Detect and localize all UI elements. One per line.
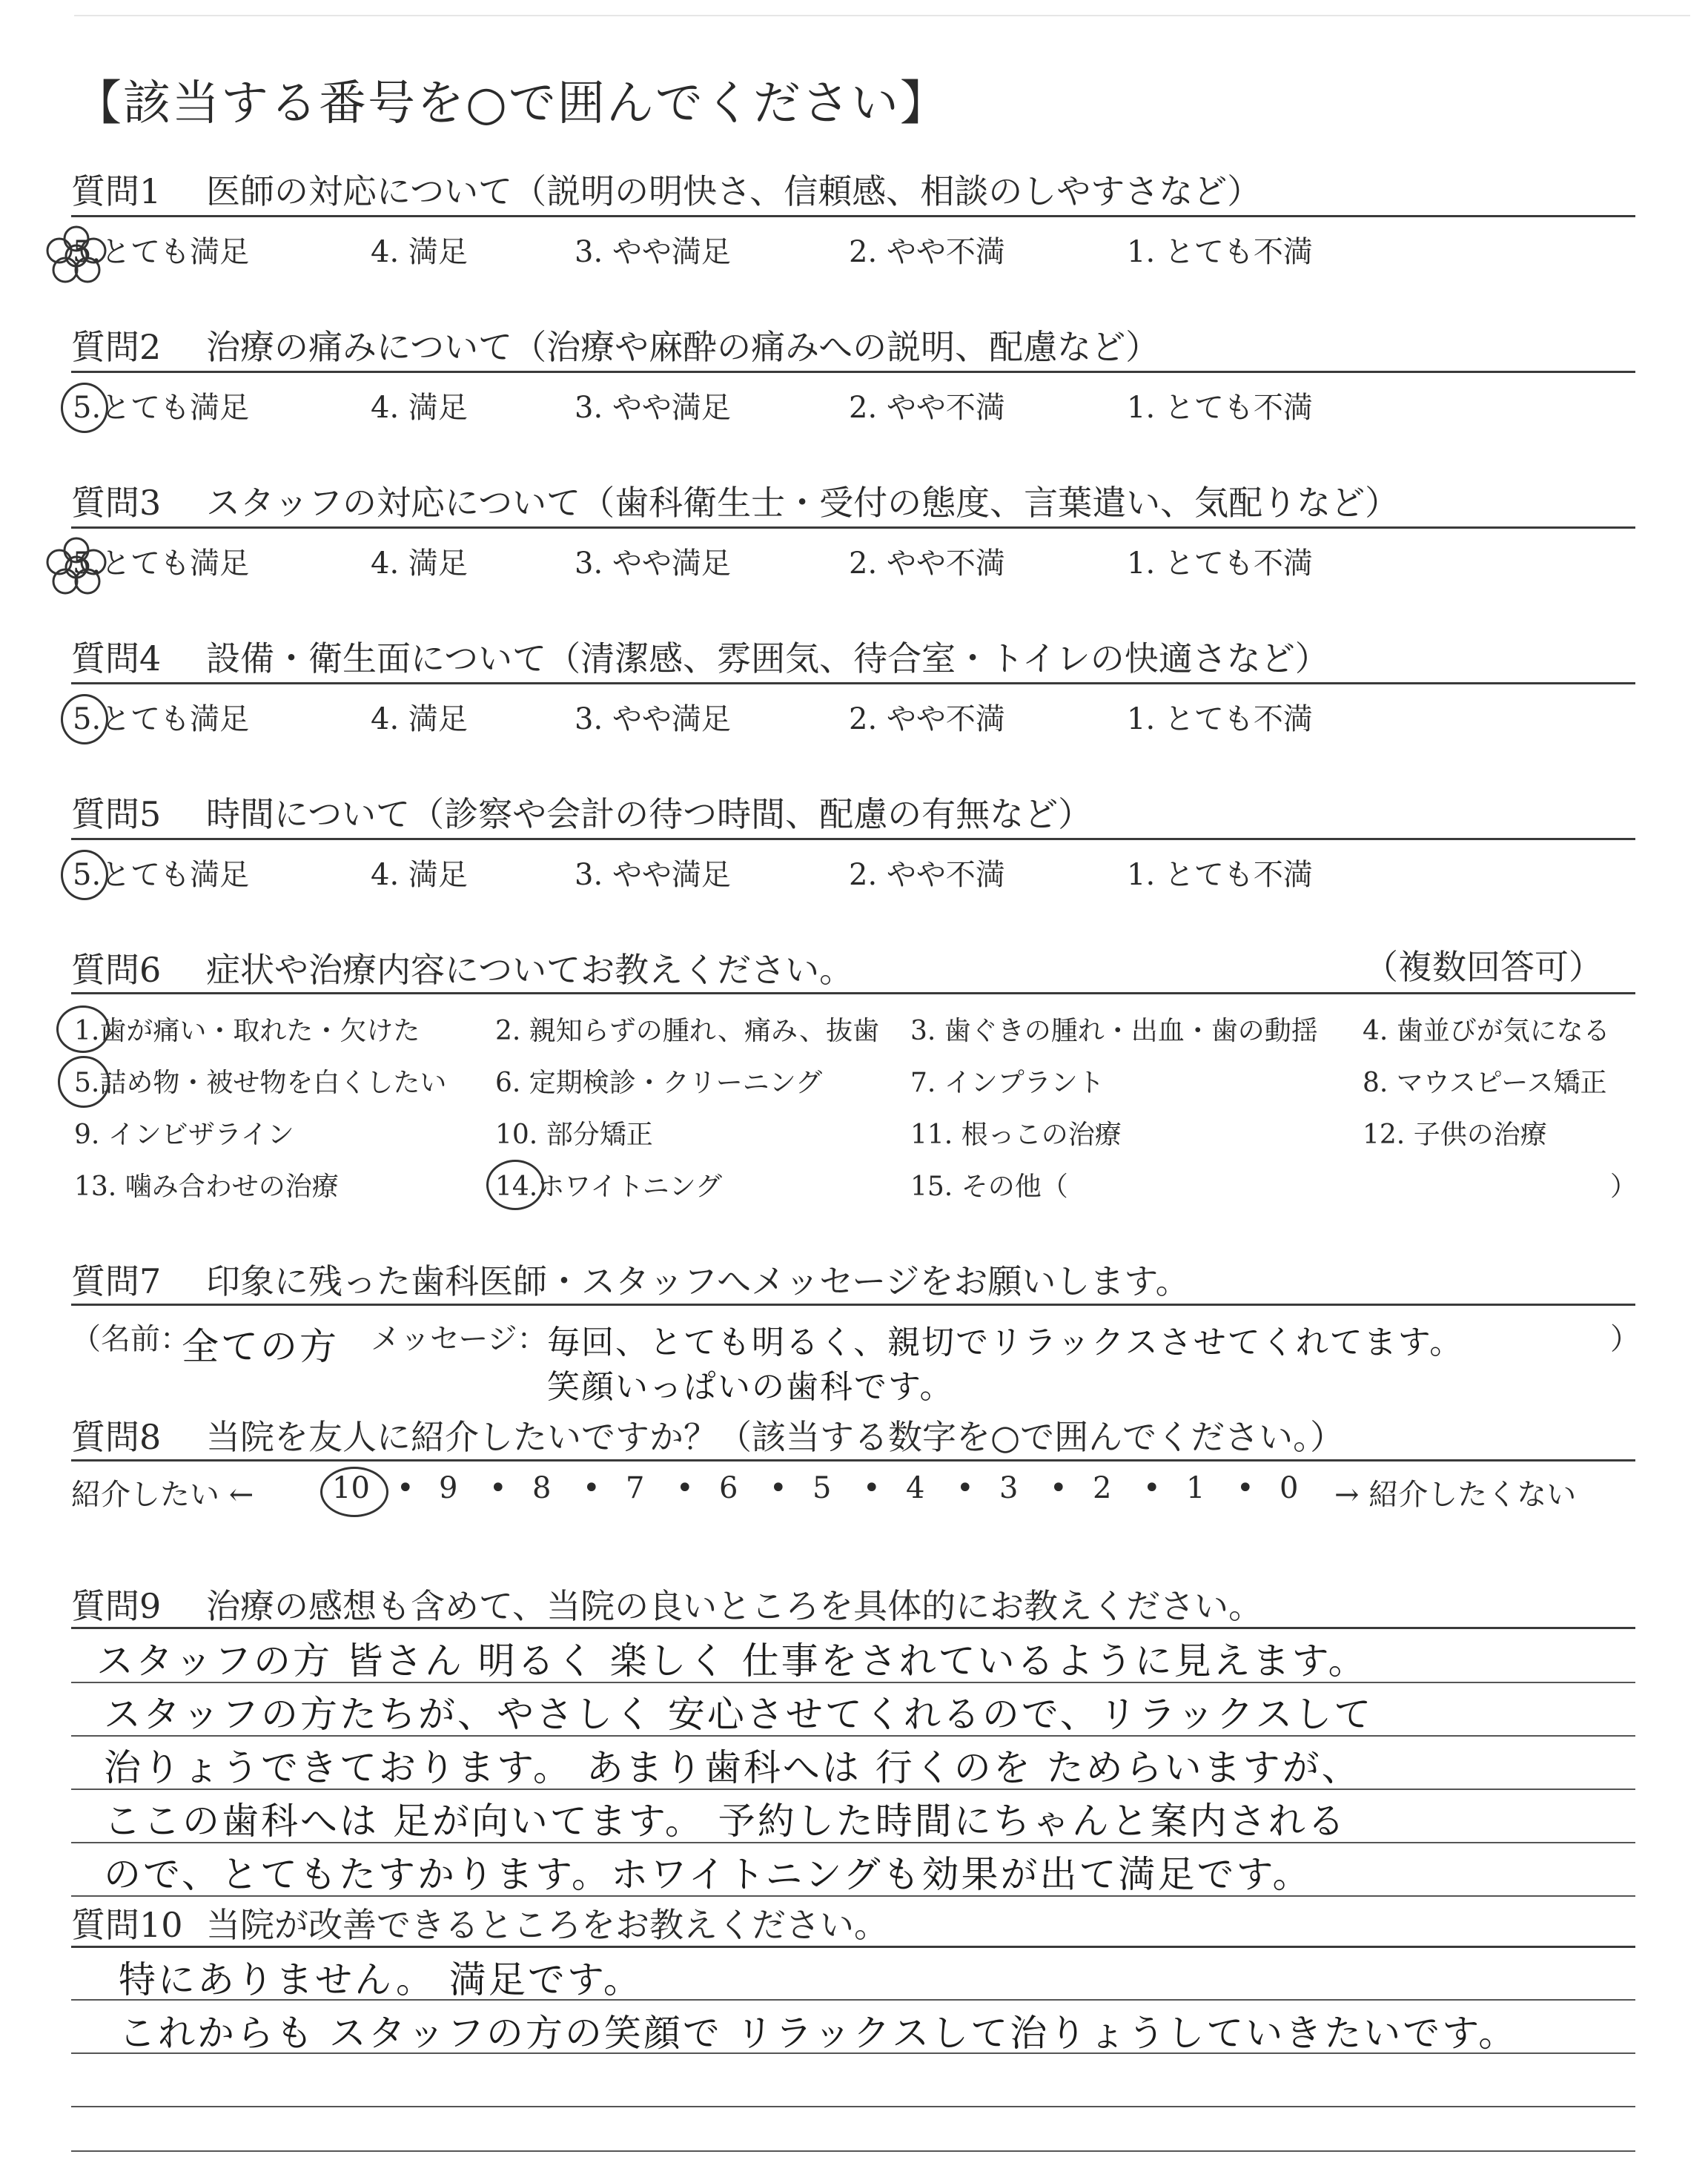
option-5[interactable]: 5.とても満足 — [73, 858, 250, 892]
question-text: 時間について（診察や会計の待つ時間、配慮の有無など） — [206, 794, 1093, 834]
option-2[interactable]: 2. やや不満 — [849, 546, 1005, 581]
symptom-option-7[interactable]: 7. インプラント — [910, 1068, 1105, 1098]
scale-dot: • — [397, 1471, 414, 1505]
other-close-paren: ） — [1610, 1172, 1638, 1202]
option-5[interactable]: 5.とても満足 — [73, 235, 250, 269]
message-handwritten-line1: 毎回、とても明るく、親切でリラックスさせてくれてます。 — [547, 1324, 1464, 1361]
question-label: 質問9 — [71, 1586, 162, 1626]
symptom-option-3[interactable]: 3. 歯ぐきの腫れ・出血・歯の動揺 — [910, 1016, 1318, 1046]
question-rule — [71, 1304, 1635, 1306]
flower-circle-mark — [43, 222, 110, 289]
option-1[interactable]: 1. とても不満 — [1127, 391, 1313, 425]
scale-5[interactable]: 5 — [812, 1471, 832, 1505]
symptom-option-8[interactable]: 8. マウスピース矯正 — [1363, 1068, 1607, 1098]
scale-dot: • — [583, 1471, 600, 1505]
circle-mark — [56, 1005, 110, 1053]
symptom-option-1[interactable]: 1.歯が痛い・取れた・欠けた — [74, 1016, 420, 1046]
option-4[interactable]: 4. 満足 — [371, 235, 468, 269]
option-5[interactable]: 5.とても満足 — [73, 546, 250, 581]
scale-9[interactable]: 9 — [439, 1471, 458, 1505]
option-2[interactable]: 2. やや不満 — [849, 702, 1005, 736]
scale-6[interactable]: 6 — [719, 1471, 738, 1505]
question-text: 症状や治療内容についてお教えください。 — [206, 950, 854, 990]
option-3[interactable]: 3. やや満足 — [575, 858, 731, 892]
question-text: 治療の痛みについて（治療や麻酔の痛みへの説明、配慮など） — [206, 327, 1160, 367]
option-1[interactable]: 1. とても不満 — [1127, 702, 1313, 736]
question-rule — [71, 215, 1635, 217]
option-3[interactable]: 3. やや満足 — [575, 546, 731, 581]
option-4[interactable]: 4. 満足 — [371, 391, 468, 425]
answer-line — [71, 2106, 1635, 2107]
question-rule — [71, 1459, 1635, 1462]
question-label: 質問5 — [71, 794, 162, 834]
symptom-option-13[interactable]: 13. 噛み合わせの治療 — [74, 1172, 339, 1202]
scale-2[interactable]: 2 — [1093, 1471, 1112, 1505]
question-text: スタッフの対応について（歯科衛生士・受付の態度、言葉遣い、気配りなど） — [206, 483, 1400, 523]
question-label: 質問3 — [71, 483, 162, 523]
handwritten-answer-line: ので、とてもたすかります。ホワイトニングも効果が出て満足です。 — [104, 1853, 1312, 1896]
handwritten-answer-line: 治りょうできております。 あまり歯科へは 行くのを ためらいますが、 — [104, 1746, 1361, 1789]
question-label: 質問7 — [71, 1261, 162, 1301]
scale-dot: • — [956, 1471, 974, 1505]
handwritten-answer-line: 特にありません。 満足です。 — [119, 1958, 643, 2001]
option-5[interactable]: 5.とても満足 — [73, 702, 250, 736]
symptom-option-11[interactable]: 11. 根っこの治療 — [910, 1120, 1122, 1150]
question-text: 設備・衛生面について（清潔感、雰囲気、待合室・トイレの快適さなど） — [206, 638, 1329, 678]
option-4[interactable]: 4. 満足 — [371, 858, 468, 892]
circle-mark — [58, 1056, 110, 1108]
option-3[interactable]: 3. やや満足 — [575, 702, 731, 736]
symptom-option-6[interactable]: 6. 定期検診・クリーニング — [495, 1068, 823, 1098]
question-label: 質問4 — [71, 638, 162, 678]
circle-mark — [320, 1467, 388, 1517]
option-2[interactable]: 2. やや不満 — [849, 235, 1005, 269]
scale-dot: • — [676, 1471, 694, 1505]
scale-8[interactable]: 8 — [532, 1471, 552, 1505]
symptom-option-4[interactable]: 4. 歯並びが気になる — [1363, 1016, 1610, 1046]
circle-mark — [486, 1160, 544, 1210]
question-rule — [71, 371, 1635, 373]
scale-3[interactable]: 3 — [999, 1471, 1019, 1505]
handwritten-answer-line: ここの歯科へは 足が向いてます。 予約した時間にちゃんと案内される — [104, 1800, 1347, 1843]
question-rule — [71, 526, 1635, 529]
recommend-left-label: 紹介したい ← — [71, 1478, 254, 1512]
scale-10[interactable]: 10 — [332, 1471, 370, 1505]
symptom-option-14[interactable]: 14.ホワイトニング — [495, 1172, 723, 1202]
scale-1[interactable]: 1 — [1186, 1471, 1205, 1505]
message-label: メッセージ： — [371, 1322, 547, 1356]
answer-line — [71, 2150, 1635, 2152]
question-label: 質問6 — [71, 950, 162, 990]
option-3[interactable]: 3. やや満足 — [575, 235, 731, 269]
symptom-option-12[interactable]: 12. 子供の治療 — [1363, 1120, 1547, 1150]
option-1[interactable]: 1. とても不満 — [1127, 235, 1313, 269]
question-text: 当院が改善できるところをお教えください。 — [206, 1905, 888, 1945]
question-label: 質問10 — [71, 1905, 183, 1945]
option-5[interactable]: 5.とても満足 — [73, 391, 250, 425]
symptom-option-10[interactable]: 10. 部分矯正 — [495, 1120, 653, 1150]
question-label: 質問2 — [71, 327, 162, 367]
scale-dot: • — [1237, 1471, 1254, 1505]
question-text: 治療の感想も含めて、当院の良いところを具体的にお教えください。 — [206, 1586, 1263, 1626]
handwritten-answer-line: スタッフの方 皆さん 明るく 楽しく 仕事をされているように見えます。 — [96, 1639, 1368, 1682]
circle-mark — [61, 850, 108, 900]
option-4[interactable]: 4. 満足 — [371, 702, 468, 736]
scale-dot: • — [769, 1471, 787, 1505]
question-text: 医師の対応について（説明の明快さ、信頼感、相談のしやすさなど） — [206, 171, 1262, 211]
scale-dot: • — [863, 1471, 881, 1505]
symptom-option-5[interactable]: 5.詰め物・被せ物を白くしたい — [74, 1068, 447, 1098]
question-text: 印象に残った歯科医師・スタッフへメッセージをお願いします。 — [206, 1261, 1190, 1301]
circle-mark — [61, 694, 108, 744]
scale-4[interactable]: 4 — [906, 1471, 925, 1505]
scale-0[interactable]: 0 — [1280, 1471, 1299, 1505]
handwritten-answer-line: これからも スタッフの方の笑顔で リラックスして治りょうしていきたいです。 — [119, 2012, 1518, 2055]
name-label: （名前： — [71, 1322, 190, 1356]
message-handwritten-line2: 笑顔いっぱいの歯科です。 — [547, 1368, 954, 1406]
top-edge-line — [74, 15, 1690, 16]
option-3[interactable]: 3. やや満足 — [575, 391, 731, 425]
question-rule — [71, 1946, 1635, 1948]
question-label: 質問1 — [71, 171, 162, 211]
question-rule — [71, 1627, 1635, 1629]
flower-circle-mark — [43, 534, 110, 601]
question-rule — [71, 682, 1635, 684]
multi-answer-note: （複数回答可） — [1364, 947, 1603, 987]
symptom-option-15[interactable]: 15. その他（ — [910, 1172, 1068, 1202]
scale-dot: • — [489, 1471, 507, 1505]
option-1[interactable]: 1. とても不満 — [1127, 858, 1313, 892]
handwritten-answer-line: スタッフの方たちが、やさしく 安心させてくれるので、リラックスして — [104, 1693, 1374, 1736]
scale-dot: • — [1050, 1471, 1068, 1505]
option-2[interactable]: 2. やや不満 — [849, 391, 1005, 425]
option-2[interactable]: 2. やや不満 — [849, 858, 1005, 892]
option-4[interactable]: 4. 満足 — [371, 546, 468, 581]
scale-dot: • — [1143, 1471, 1161, 1505]
page-title: 【該当する番号を○で囲んでください】 — [74, 76, 949, 131]
circle-mark — [61, 383, 108, 433]
question-label: 質問8 — [71, 1417, 162, 1457]
question-text: 当院を友人に紹介したいですか？（該当する数字を○で囲んでください。） — [206, 1417, 1345, 1457]
question-rule — [71, 992, 1635, 994]
symptom-option-2[interactable]: 2. 親知らずの腫れ、痛み、抜歯 — [495, 1016, 880, 1046]
symptom-option-9[interactable]: 9. インビザライン — [74, 1120, 294, 1150]
option-1[interactable]: 1. とても不満 — [1127, 546, 1313, 581]
name-handwritten: 全ての方 — [182, 1325, 339, 1368]
recommend-right-label: → 紹介したくない — [1334, 1478, 1577, 1512]
scale-7[interactable]: 7 — [626, 1471, 645, 1505]
question-rule — [71, 838, 1635, 840]
message-close-paren: ） — [1610, 1322, 1640, 1356]
